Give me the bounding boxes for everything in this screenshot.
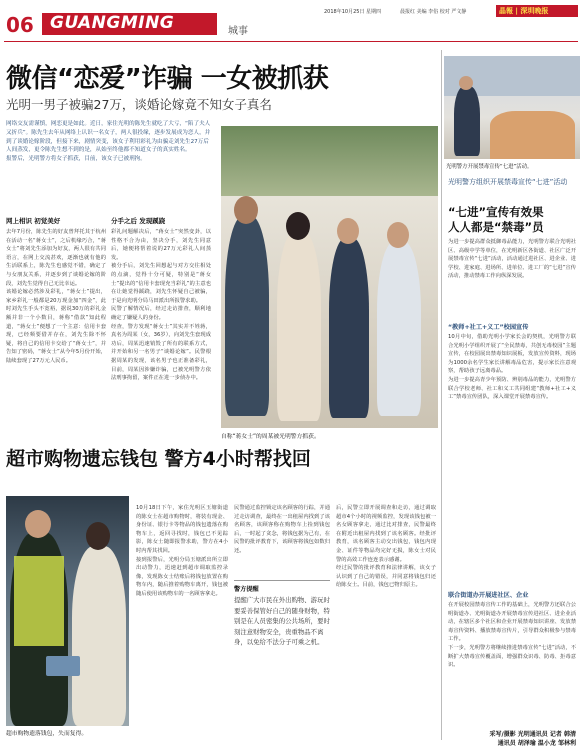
story2-column-2 bbox=[234, 504, 330, 744]
brand-name: GUANGMING bbox=[50, 13, 175, 33]
woman-figure bbox=[72, 546, 126, 726]
col2-text: 彩礼问题解决后，“蒋女士”突然变卦，以性格不合为由，坚决分手，刘先生同意后，她便将帮着说的27万元彩礼人间蒸发。 被分手后，刘先生回想起与对方交往相处的点滴，觉得十分可疑，特别是“蒋女士”提出的“信用卡套现充当彩礼”的主意也在让她觉得蹊跷，刘先生怀疑自己被骗，于是向光明分局马田派出所报警求助。 民警了解情况后，经过走访排查，顺利地确定了嫌疑人的身份。 经查，警方发现“蒋女士”其实并不姓蒋，真名为周某（女，36岁），向刘先生套现成功后，周某迅速销毁了所有的联系方式，并开始和另一名男子“谈婚论嫁”。民警根据周某的发现，该名男子也正准备彩礼，目前，周某因涉嫌诈骗，已被光明警方依法刑事拘留，案件正在进一步侦办中。 bbox=[111, 229, 211, 382]
page-number: 06 bbox=[6, 13, 34, 37]
wallet-object bbox=[46, 656, 80, 676]
suspect-head bbox=[286, 212, 310, 240]
col2-title: 分手之后 发现蹊跷 bbox=[111, 217, 166, 225]
story1-column-1 bbox=[6, 216, 106, 446]
sidebar-photo bbox=[444, 56, 580, 159]
officer-left-figure bbox=[225, 216, 269, 416]
header-rule bbox=[4, 41, 578, 42]
date-line: 2018年10月25日 星期四 bbox=[324, 9, 382, 15]
col1-text: 去年7月份，陈先生的好友曾拜托其于杭州在活动一名“蒋女士”，之后机缘巧合，“蒋女士”将刘先生添加为好友，两人很有共同语言，在网上交流甚欢，逐渐也就有他的生活联系上，陈先生也感觉不错，确定了与女朋友关系，并逐步到了谈婚论嫁的阶段，刘先生觉得自己无比幸运。 该婚论嫁必然涉及彩礼，“蒋女士”提出，家乡彩礼一般都是20万现金加“四金”，此时刘先生手头不宽裕，据说30万的彩礼金额并非一个小数目，蒋称“借款”知此程道，“蒋女士”便想了一个主意：信用卡套现，已经频要借并存在，刘先生除不怀疑，将自己的信用卡交给了“蒋女士”，并告知了密码，“蒋女士”从今年5月份开始，陆续套现了27万元人民币。 bbox=[6, 229, 106, 364]
sidebar-photo-caption: 光明警方开展禁毒宣传“七进”活动。 bbox=[446, 164, 533, 170]
sidebar-sub1-text: 10月中旬，借助光明小学家长会的契机，光明警方联合光明小学组织开展了“全民禁毒，共创无毒校园”主题宣传，在校园展出禁毒知识展板，发放宣传资料，现场为1000余名学生家长讲解毒品危害，提示家长注意观察，帮助孩子远离毒品。 为进一步提高青少年预防、辨别毒品的能力，光明警方联合学校老师、社工和义工共同组建“教师+社工+义工”禁毒宣传团队，深入课堂开展禁毒宣传。 bbox=[448, 334, 576, 401]
col1-title: 网上相识 初觉美好 bbox=[6, 217, 61, 225]
photo-trees bbox=[221, 126, 438, 196]
story2-column-1: 10月18日下午，家住光明区玉塘街道的陈女士在超市购物时，将装有现金、身份证、银行卡等物品的钱包遗落在购物车上，返回寻找时，钱包已不见踪影，陈女士随即报警求助，警方在4小时内帮其找回。 接到报警后，光明分局玉塘派出所立即出动警力，迅速赶到超市调取监控录像，发现陈女士结账后将钱包放置在购物车内，随后推着购物车离开，钱包被随后使用该购物车的一名顾客拿走。 bbox=[136, 505, 228, 597]
wallet-photo-caption: 超市购物遗落钱包，失而复得。 bbox=[6, 731, 88, 737]
lede-text-2: 报警后，光明警方将女子抓获，目前，该女子已被刑拘。 bbox=[6, 156, 146, 163]
story2-headline: 超市购物遗忘钱包 警方4小时帮找回 bbox=[6, 448, 311, 470]
logo-text: 晶報 | 深圳晚报 bbox=[499, 7, 549, 15]
sidebar-credits: 采写/摄影 光明通讯员 记者 韩清 通讯员 胡泽瑜 温小龙 邹林利 bbox=[489, 731, 576, 747]
story2-col2-text: 民警通过监控锁定该名顾客的行踪，并通过走访调查，最终在一出租屋内找到了该名顾客，该顾客称在购物车上捡到钱包后，一时起了贪念，将钱包据为己有，在民警的批评教育下，该顾客将钱包如数归还。 bbox=[234, 505, 330, 554]
sidebar-kicker: 光明警方组织开展禁毒宣传“七进”活动 bbox=[448, 178, 568, 186]
sidebar-anti-drug bbox=[444, 46, 580, 746]
presenter-head bbox=[459, 76, 473, 90]
students-group bbox=[490, 111, 575, 159]
woman-head bbox=[86, 522, 110, 550]
presenter-figure bbox=[454, 86, 480, 156]
story1-column-2 bbox=[111, 216, 211, 446]
tip-text: 提醒广大市民在外出购物、游玩时要妥善保管好自己的随身财物，特别是在人员密集的公共场所，要时刻注意财物安全，贵重物品不离身，以免给不法分子可乘之机。 bbox=[234, 596, 330, 646]
arrest-photo-caption: 自称“蒋女士”的周某被光明警方抓获。 bbox=[221, 434, 320, 440]
wallet-photo bbox=[6, 496, 129, 726]
story1-subhead: 光明一男子被骗27万，谈婚论嫁竟不知女子真名 bbox=[6, 97, 272, 112]
sidebar-sub2-title: 联合街道办开展进社区、企业 bbox=[448, 592, 529, 599]
brand-banner bbox=[42, 13, 217, 35]
sidebar-headline: “七进”宣传有效果 人人都是“禁毒”员 bbox=[448, 205, 544, 234]
tip-title: 警方提醒 bbox=[234, 586, 259, 593]
sidebar-divider bbox=[441, 50, 442, 740]
officer-mid-head bbox=[337, 218, 359, 244]
sidebar-sub2-text: 在开展校园禁毒宣传工作的基础上，光明警方还联合公明街道办、光明街道办开展禁毒宣传进社区、进企业活动，在辖区多个社区和企业开展禁毒知识讲座、发放禁毒宣传资料、播放禁毒宣传片，引导群众积极参与禁毒工作。 下一步，光明警方将继续推进禁毒宣传“七进”活动，不断扩大禁毒宣传覆盖面，增强群众识毒、防毒、拒毒意识。 bbox=[448, 602, 576, 669]
reflective-vest bbox=[14, 556, 64, 646]
page-header bbox=[0, 0, 583, 44]
arrest-photo bbox=[221, 126, 438, 428]
story-lost-wallet bbox=[0, 444, 440, 750]
sidebar-intro: 为进一步提高群众抵御毒品能力，光明警方联合光明社区、高级中学等单位，在光明新区各街道、社区广泛开展禁毒宣传“七进”活动，活动通过进社区、进企业、进学校、进家庭、进场所、进单位、进工厂的“七进”宣传活动，推动禁毒工作向纵深发展。 bbox=[448, 239, 576, 280]
staff-line: 晨报红 美编 李俗 校对 严文静 bbox=[400, 9, 467, 15]
tip-box bbox=[234, 580, 330, 648]
officer-head bbox=[25, 510, 51, 538]
suspect-figure bbox=[277, 231, 321, 421]
story-wechat-scam bbox=[0, 44, 440, 444]
newspaper-logo bbox=[496, 5, 578, 17]
section-name: 城事 bbox=[228, 26, 248, 37]
story1-lede bbox=[6, 120, 211, 164]
story2-column-3: 后，民警立即开展调查和走访，通过调取超市4个小时的视频监控，发现该钱包被一名女顾客拿走，通过比对排查，民警最终在附近出租屋内找到了该名顾客。经批评教育，该名顾客主动交出钱包，钱包内现金、证件等物品均完好无损，陈女士对民警的高效工作连连表示感谢。 经过民警的批评教育和法律讲解，该女子认识到了自己的错误，并同意将钱包归还给陈女士。目前，钱包已物归原主。 bbox=[336, 505, 436, 589]
lede-text: 网络交友需谨慎，网恋更是如此。近日，家住光明的陈先生就吃了大亏，“陷了夫人又折兵”。陈先生去年从网络上认识一名女子，两人很投缘，逐步发展成为恋人，并到了谈婚论嫁阶段，但接下来，剧情突变，该女子利用彩礼为由骗走刘先生27万后人间蒸发，更令陈先生想不到的是，从始至终他都不知道女子的真实姓名。 bbox=[6, 121, 211, 154]
officer-mid-figure bbox=[329, 238, 369, 418]
story1-headline: 微信“恋爱”诈骗 一女被抓获 bbox=[6, 64, 329, 94]
officer-left-head bbox=[234, 196, 258, 224]
officer-right-head bbox=[387, 222, 409, 248]
sidebar-sub1-title: “教师+社工+义工”校园宣传 bbox=[448, 324, 529, 331]
officer-right-figure bbox=[377, 241, 421, 416]
